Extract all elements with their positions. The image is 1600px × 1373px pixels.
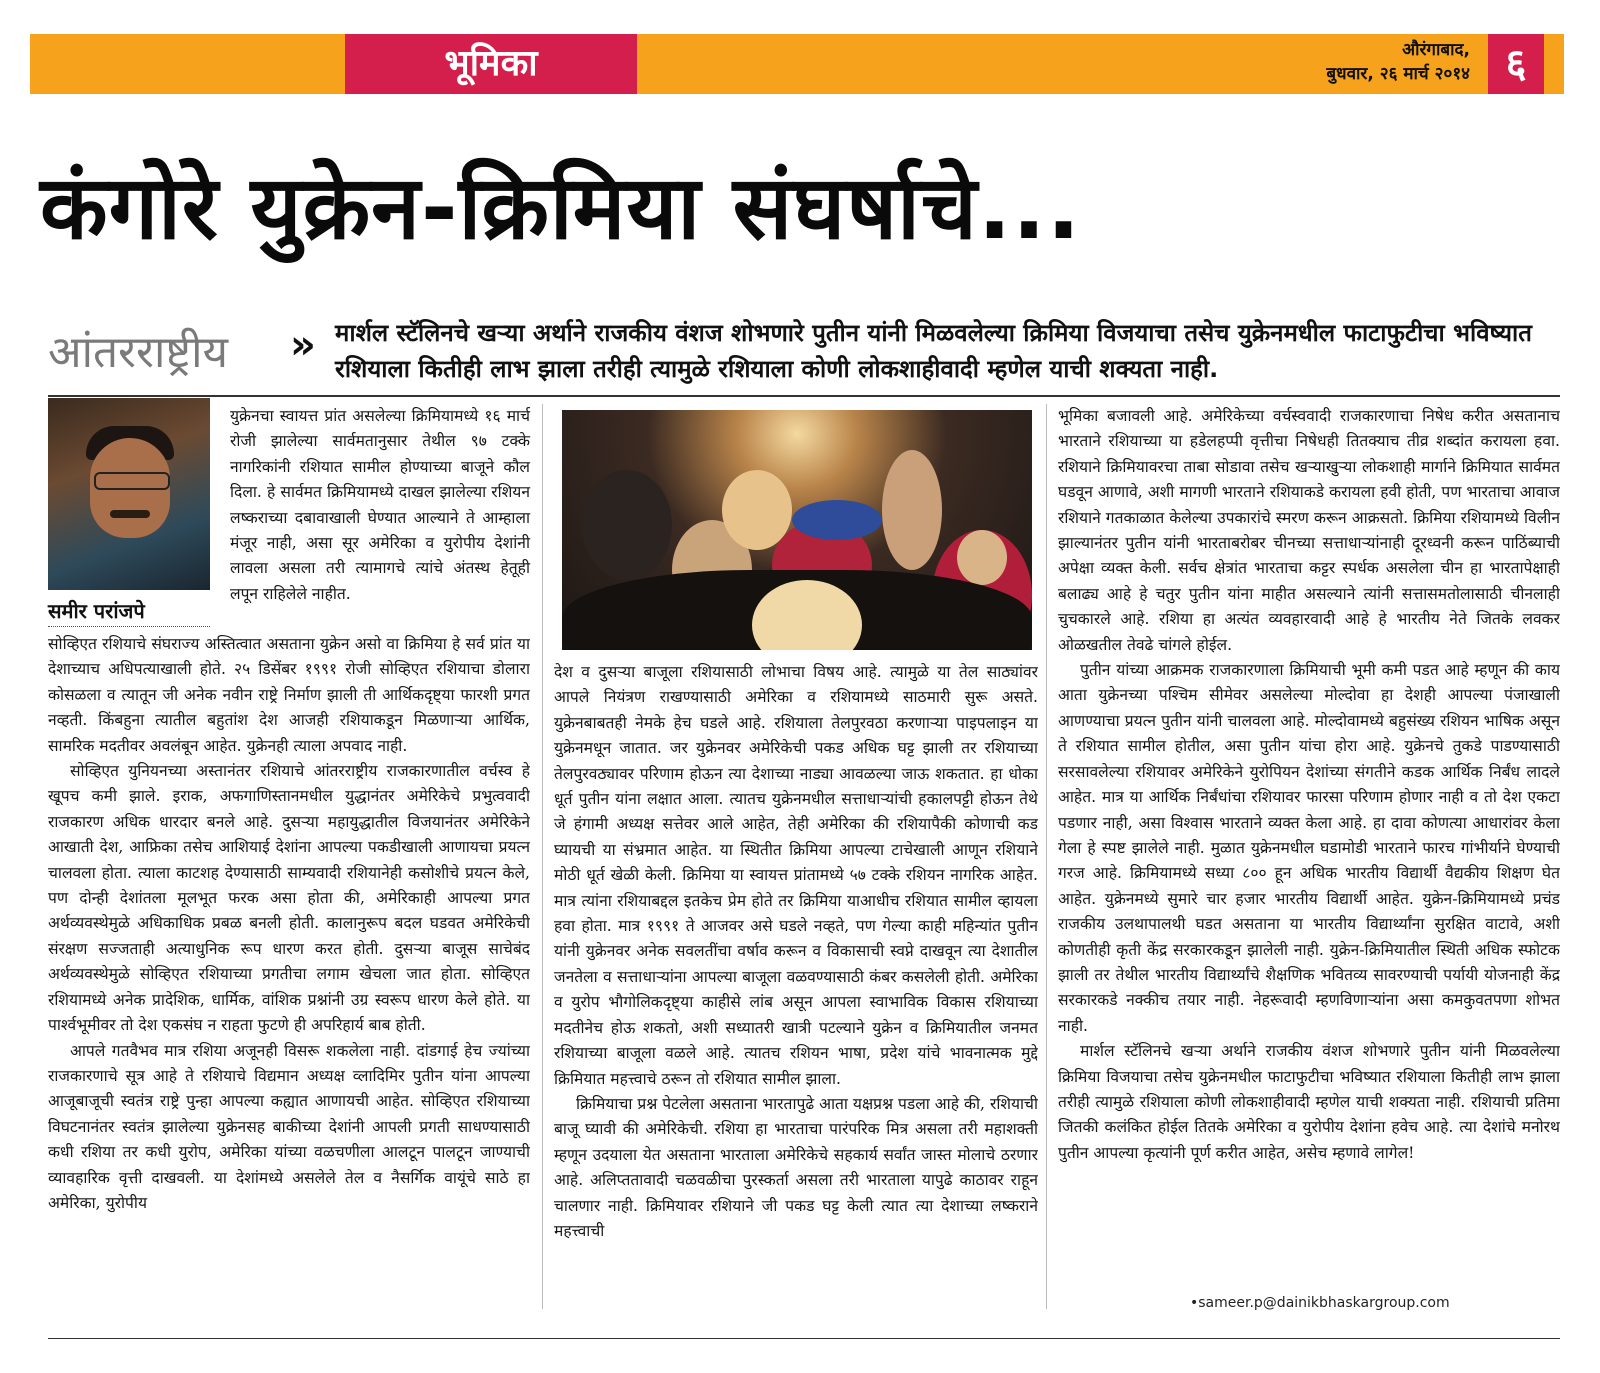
paragraph: देश व दुसऱ्या बाजूला रशियासाठी लोभाचा विषय आहे. त्यामुळे या तेल साठ्यांवर आपले नियंत्रण राखण्यासाठी अमेरिका व रशियामध्ये साठमारी सुरू असते. युक्रेनबाबतही नेमके हेच घडले आहे. रशियाला तेलपुरवठा करणाऱ्या पाइपलाइन या युक्रेनमधून जातात. जर युक्रेनवर अमेरिकेची पकड अधिक घट्ट झाली तर रशियाच्या तेलपुरवठ्यावर परिणाम होऊन त्या देशाच्या नाड्या आवळल्या जाऊ शकतात. हा धोका धूर्त पुतीन यांना लक्षात आला. त्यातच युक्रेनमधील सत्ताधाऱ्यांची हकालपट्टी होऊन तेथे जे हंगामी अध्यक्ष सत्तेवर आले आहेत, तेही अमेरिका की रशियापैकी कोणाची कड घ्यायची या संभ्रमात आहेत. या स्थितीत क्रिमिया आपल्या टाचेखाली आणून रशियाने मोठी धूर्त खेळी केली. क्रिमिया या स्वायत्त प्रांतामध्ये ५७ टक्के रशियन नागरिक आहेत. मात्र त्यांना रशियाबद्दल इतकेच प्रेम होते तर क्रिमिया याआधीच रशियात सामील व्हायला हवा होता. मात्र १९९१ ते आजवर असे घडले नव्हते, पण गेल्या काही महिन्यांत पुतीन यांनी युक्रेनवर अनेक सवलतींचा वर्षाव करून व विकासाची स्वप्ने दाखवून त्या देशातील जनतेला व सत्ताधाऱ्यांना आपल्या बाजूला वळवण्यासाठी कंबर कसलेली होती. अमेरिका व युरोप भौगोलिकदृष्ट्या काहीसे लांब असून आपला स्वाभाविक विकास रशियाच्या मदतीनेच होऊ शकतो, अशी सध्यातरी खात्री पटल्याने युक्रेन व क्रिमियातील जनमत रशियाच्या बाजूला वळले आहे. त्यातच रशियन भाषा, प्रदेश यांचे भावनात्मक मुद्दे क्रिमियात महत्त्वाचे ठरून तो रशियात सामील झाला. [554, 663, 1038, 1088]
col1 [48, 632, 530, 1312]
dateline-city: औरंगाबाद, [1402, 40, 1470, 60]
paragraph: क्रिमियाचा प्रश्न पेटलेला असताना भारतापुढे आता यक्षप्रश्न पडला आहे की, रशियाची बाजू घ्यावी की अमेरिकेची. रशिया हा भारताचा पारंपरिक मित्र असला तरी महाशक्ती म्हणून उदयाला येत असताना भारताला अमेरिकेचे सहकार्य सर्वांत जास्त मोलाचे ठरणार आहे. अलिप्ततावादी चळवळीचा पुरस्कर्ता असला तरी भारताला यापुढे काठावर राहून चालणार नाही. क्रिमियावर रशियाने जी पकड घट्ट केली त्यात त्या देशाच्या लष्कराने महत्त्वाची [554, 1094, 1038, 1240]
byline: समीर परांजपे [48, 599, 145, 623]
kicker: आंतरराष्ट्रीय [48, 327, 229, 378]
crowd-flag [792, 500, 882, 540]
column-divider [542, 404, 543, 1309]
deck: मार्शल स्टॅलिनचे खऱ्या अर्थाने राजकीय वंशज शोभणारे पुतीन यांनी मिळवलेल्या क्रिमिया विजयाचा तसेच युक्रेनमधील फाटाफुटीचा भविष्यात रशियाला कितीही लाभ झाला तरीही त्यामुळे रशियाला कोणी लोकशाहीवादी म्हणेल याची शक्यता नाही. [335, 319, 1532, 383]
paragraph: पुतीन यांच्या आक्रमक राजकारणाला क्रिमियाची भूमी कमी पडत आहे म्हणून की काय आता युक्रेनच्या पश्चिम सीमेवर असलेल्या मोल्दोवा हा देशही आपल्या पंजाखाली आणण्याचा प्रयत्न पुतीन यांनी चालवला आहे. मोल्दोवामध्ये बहुसंख्य रशियन भाषिक असून ते रशियात सामील होतील, असा पुतीन यांचा होरा आहे. युक्रेनचे तुकडे पाडण्यासाठी सरसावलेल्या रशियावर अमेरिकेने युरोपियन देशांच्या संगतीने कडक आर्थिक निर्बंध लादले आहेत. मात्र या आर्थिक निर्बंधांचा रशियावर फारसा परिणाम होणार नाही व तो देश एकटा पडणार नाही, असा विश्वास भारताने व्यक्त केला आहे. हा दावा कोणत्या आधारांवर केला गेला हे स्पष्ट झालेले नाही. मुळात युक्रेनमधील घडामोडी भारताने फारच गांभीर्याने घेण्याची गरज आहे. क्रिमियामध्ये सध्या ८०० हून अधिक भारतीय विद्यार्थी वैद्यकीय शिक्षण घेत आहेत. युक्रेनमध्ये सुमारे चार हजार भारतीय विद्यार्थी आहेत. युक्रेन-क्रिमियामध्ये प्रचंड राजकीय उलथापालथी घडत असताना या भारतीय विद्यार्थ्यांना सुरक्षित वाटावे, अशी कोणतीही कृती केंद्र सरकारकडून झालेली नाही. युक्रेन-क्रिमियातील स्थिती अधिक स्फोटक झाली तर तेथील भारतीय विद्यार्थ्यांचे शैक्षणिक भवितव्य सावरण्याची पर्यायी योजनाही केंद्र सरकारकडे नक्कीच तयार नाही. नेहरूवादी म्हणविणाऱ्यांना असा कमकुवतपणा शोभत नाही. [1058, 661, 1560, 1035]
crowd-photo [562, 410, 1032, 650]
paragraph: सोव्हिएत युनियनच्या अस्तानंतर रशियाचे आंतरराष्ट्रीय राजकारणातील वर्चस्व हे खूपच कमी झाले. इराक, अफगाणिस्तानमधील युद्धानंतर अमेरिकेचे प्रभुत्ववादी राजकारण अधिक धारदार बनले आहे. दुसऱ्या महायुद्धातील विजयानंतर अमेरिकेने आखाती देश, आफ्रिका तसेच आशियाई देशांना आपल्या पकडीखाली आणायचा प्रयत्न चालवला होता. त्याला काटशह देण्यासाठी साम्यवादी रशियानेही कसोशीचे प्रयत्न केले, पण दोन्ही देशांतला मूलभूत फरक असा होता की, अमेरिकाही आपल्या प्रगत अर्थव्यवस्थेमुळे अधिकाधिक प्रबळ बनली होती. कालानुरूप बदल घडवत अमेरिकेची संरक्षण सज्जताही अत्याधुनिक रूप धारण करत होती. दुसऱ्या बाजूस साचेबंद अर्थव्यवस्थेमुळे सोव्हिएत रशियाच्या प्रगतीचा लगाम खेचला जात होता. सोव्हिएत रशियामध्ये अनेक प्रादेशिक, धार्मिक, वांशिक प्रश्नांनी उग्र स्वरूप धारण केले होते. या पार्श्वभूमीवर तो देश एकसंघ न राहता फुटणे ही अपरिहार्य बाब होती. [48, 762, 530, 1035]
col2 [554, 660, 1038, 1312]
paragraph: सोव्हिएत रशियाचे संघराज्य अस्तित्वात असताना युक्रेन असो वा क्रिमिया हे सर्व प्रांत या देशाच्याच अधिपत्याखाली होते. २५ डिसेंबर १९९१ रोजी सोव्हिएत रशियाचा डोलारा कोसळला व त्यातून जी अनेक नवीन राष्ट्रे निर्माण झाली ती आर्थिकदृष्ट्या फारशी प्रगत नव्हती. किंबहुना त्यातील बहुतांश देश आजही रशियाकडून मिळणाऱ्या आर्थिक, सामरिक मदतीवर अवलंबून आहेत. युक्रेनही त्याला अपवाद नाही. [48, 635, 530, 755]
headline: कंगोरे युक्रेन-क्रिमिया संघर्षाचे... [40, 156, 1082, 259]
column-divider [1046, 404, 1047, 1309]
divider [48, 395, 1560, 397]
dateline-date: बुधवार, २६ मार्च २०१४ [1326, 64, 1470, 84]
crowd-figure [957, 530, 1007, 585]
col1-top [230, 404, 530, 630]
paragraph: युक्रेनचा स्वायत्त प्रांत असलेल्या क्रिमियामध्ये १६ मार्च रोजी झालेल्या सार्वमतानुसार तेथील ९७ टक्के नागरिकांनी रशियात सामील होण्याच्या बाजूने कौल दिला. हे सार्वमत क्रिमियामध्ये दाखल झालेल्या रशियन लष्कराच्या दबावाखाली घेण्यात आल्याने ते आम्हाला मंजूर नाही, असा सूर अमेरिका व युरोपीय देशांनी लावला असला तरी त्यामागचे त्यांचे अंतस्थ हेतूही लपून राहिलेले नाहीत. [230, 407, 530, 603]
paragraph: मार्शल स्टॅलिनचे खऱ्या अर्थाने राजकीय वंशज शोभणारे पुतीन यांनी मिळवलेल्या क्रिमिया विजयाचा तसेच युक्रेनमधील फाटाफुटीचा भविष्यात रशियाला कितीही लाभ झाला तरीही त्यामुळे रशियाला कोणी लोकशाहीवादी म्हणेल याची शक्यता नाही. रशियाची प्रतिमा जितकी कलंकित होईल तितके अमेरिका व युरोपीय देशांना हवेच आहे. त्या देशांचे मनोरथ पुतीन आपल्या कृत्यांनी पूर्ण करीत आहेत, असेच म्हणावे लागेल! [1058, 1042, 1560, 1162]
dateline [1326, 38, 1470, 86]
section-tag: भूमिका [345, 34, 637, 94]
col3 [1058, 404, 1560, 1288]
author-photo-glasses [94, 472, 170, 490]
paragraph: भूमिका बजावली आहे. अमेरिकेच्या वर्चस्ववादी राजकारणाचा निषेध करीत असतानाच भारताने रशियाच्या या हडेलहप्पी वृत्तीचा निषेधही तितक्याच तीव्र शब्दांत करायला हवा. रशियाने क्रिमियावरचा ताबा सोडावा तसेच खऱ्याखुऱ्या लोकशाही मार्गाने क्रिमियात सार्वमत घडवून आणावे, अशी मागणी भारताने रशियाकडे करायला हवी होती, पण भारताचा आवाज रशियाने गतकाळात केलेल्या उपकारांचे स्मरण करून आक्रसतो. क्रिमिया रशियामध्ये विलीन झाल्यानंतर पुतीन यांनी भारताबरोबर चीनच्या सत्ताधाऱ्यांनाही दूरध्वनी करून पाठिंब्याची अपेक्षा व्यक्त केली. सर्वच क्षेत्रांत भारताचा कट्टर स्पर्धक असलेला चीन हा भारतापेक्षाही बलाढ्य आहे हे चतुर पुतीन यांना माहीत असल्याने त्यांनी सत्तासमतोलासाठी चीनलाही चुचकारले आहे. रशिया हा अत्यंत व्यवहारवादी आहे हे भारतीय नेते जितके लवकर ओळखतील तेवढे चांगले होईल. [1058, 407, 1560, 654]
kicker-arrow: » [290, 322, 316, 368]
paragraph: आपले गतवैभव मात्र रशिया अजूनही विसरू शकलेला नाही. दांडगाई हेच ज्यांच्या राजकारणाचे सूत्र आहे ते रशियाचे विद्यमान अध्यक्ष व्लादिमिर पुतीन यांना आपल्या आजूबाजूची स्वतंत्र राष्ट्रे पुन्हा आपल्या कह्यात आणायची आहेत. सोव्हिएत रशियाच्या विघटनानंतर स्वतंत्र झालेल्या युक्रेनसह बाकीच्या देशांनी आपली प्रगती साधण्यासाठी कधी रशिया तर कधी युरोप, अमेरिका यांच्या वळचणीला आलटून पालटून जाण्याची व्यावहारिक वृत्ती दाखवली. या देशांमध्ये असलेले तेल व नैसर्गिक वायूंचे साठे हा अमेरिका, युरोपीय [48, 1041, 530, 1212]
author-photo-mustache [110, 510, 150, 518]
page-number: ६ [1488, 34, 1544, 94]
crowd-figure [582, 470, 672, 580]
author-email: •sameer.p@dainikbhaskargroup.com [1190, 1295, 1450, 1311]
byline-divider [48, 626, 210, 627]
crowd-figure [882, 450, 942, 570]
author-photo [48, 398, 210, 590]
bottom-divider [48, 1338, 1560, 1339]
